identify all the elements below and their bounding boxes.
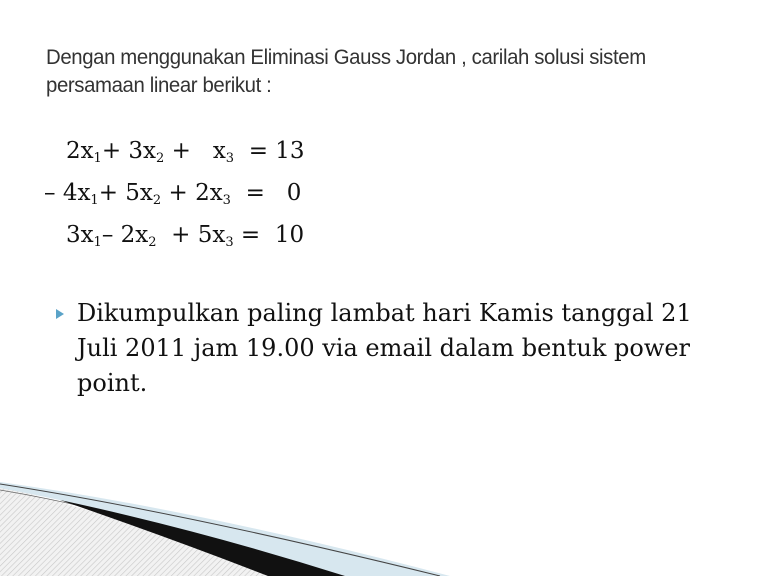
equation-2-sub-3: 3: [222, 193, 231, 208]
equation-2-rhs: = 0: [230, 180, 302, 206]
equation-1-term-a: 2x: [65, 138, 94, 164]
equation-3-sub-1: 1: [93, 235, 102, 250]
equation-2-term-c: + 2x: [161, 180, 223, 206]
equation-1-sub-2: 2: [156, 151, 165, 166]
equation-2-term-a: 4x: [62, 180, 91, 206]
equation-1-rhs: = 13: [234, 138, 305, 164]
equation-1-sub-3: 3: [225, 151, 235, 166]
equation-2-lead: –: [44, 180, 63, 206]
equation-3-term-b: – 2x: [101, 222, 149, 248]
equation-2-sub-1: 1: [90, 193, 99, 208]
equation-3-term-a: 3x: [65, 222, 94, 248]
equation-2-term-b: + 5x: [98, 180, 153, 206]
equation-3-term-c: + 5x: [156, 222, 226, 248]
equation-3-rhs: = 10: [233, 222, 305, 248]
equation-2-sub-2: 2: [152, 193, 162, 208]
slide-title-line-2: persamaan linear berikut :: [46, 74, 272, 97]
bullet-text: Dikumpulkan paling lambat hari Kamis tanggal 21 Juli 2011 jam 19.00 via email dalam bentuk power point.: [77, 299, 692, 397]
equation-3-sub-2: 2: [148, 235, 157, 250]
slide-title-line-1: Dengan menggunakan Eliminasi Gauss Jordan , carilah solusi sistem: [46, 46, 646, 69]
equation-3-sub-3: 3: [225, 235, 234, 250]
equation-1-sub-1: 1: [93, 151, 102, 166]
equation-1-term-c: + x: [164, 138, 226, 164]
equation-1-term-b: + 3x: [101, 138, 157, 164]
